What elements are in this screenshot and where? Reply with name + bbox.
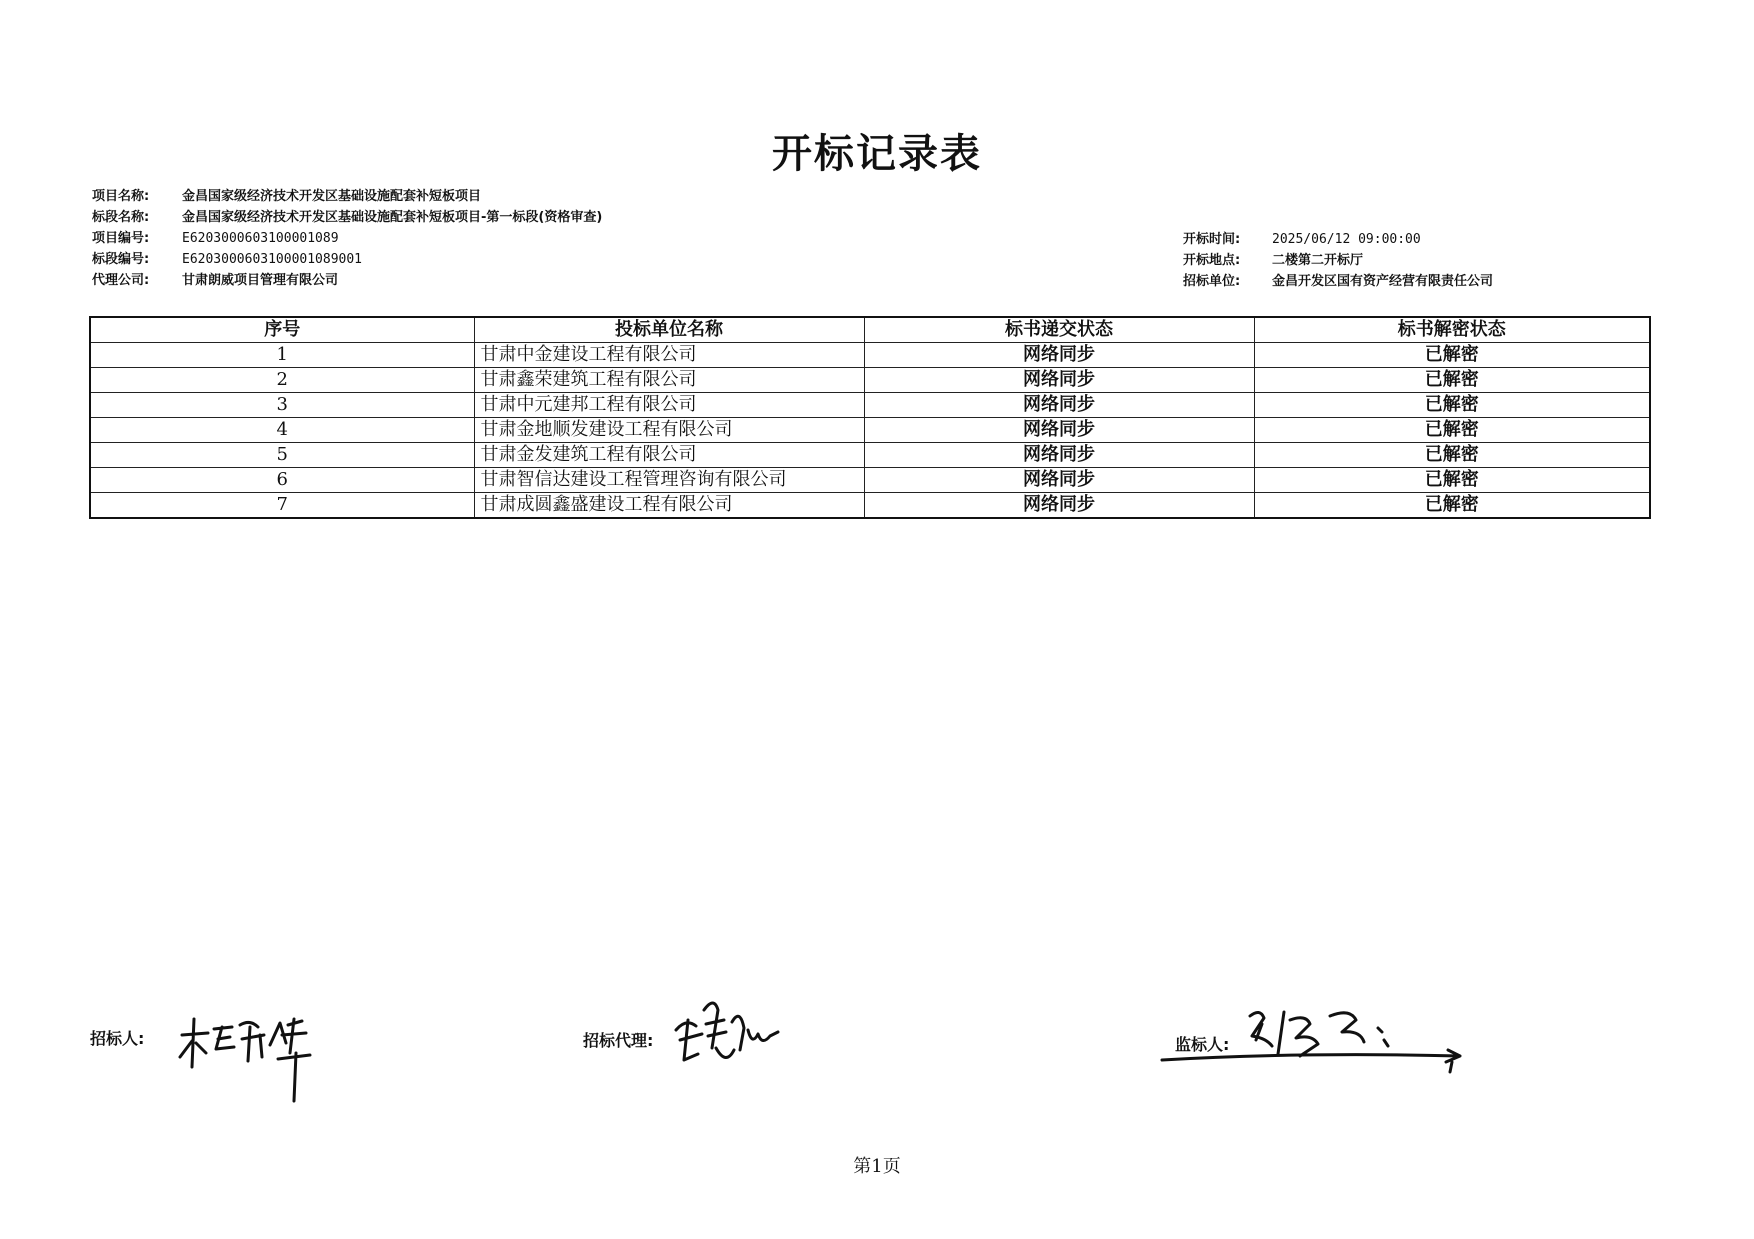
cell-submit-status: 网络同步: [864, 468, 1254, 493]
supervisor-signature-icon: [1160, 1000, 1470, 1080]
supervisor-label: 监标人:: [1175, 1035, 1230, 1054]
table-header-row: [90, 317, 1650, 343]
meta-label: 项目名称:: [92, 189, 150, 204]
table-row: [90, 393, 1650, 418]
cell-submit-status: 网络同步: [864, 443, 1254, 468]
cell-index: 1: [90, 343, 474, 368]
cell-submit-status: 网络同步: [864, 343, 1254, 368]
project-info-right: [1183, 229, 1493, 292]
table-row: [90, 418, 1650, 443]
cell-submit-status: 网络同步: [864, 368, 1254, 393]
meta-value: 金昌开发区国有资产经营有限责任公司: [1272, 274, 1494, 289]
cell-bidder: 甘肃金地顺发建设工程有限公司: [474, 418, 864, 443]
cell-decrypt-status: 已解密: [1254, 368, 1650, 393]
project-info-left: [92, 186, 602, 291]
cell-index: 5: [90, 443, 474, 468]
meta-value: 甘肃朗威项目管理有限公司: [182, 273, 339, 288]
meta-open-location: [1183, 250, 1493, 271]
cell-bidder: 甘肃成圆鑫盛建设工程有限公司: [474, 493, 864, 519]
agent-signature-icon: [666, 990, 786, 1080]
meta-value: 2025/06/12 09:00:00: [1272, 232, 1421, 247]
agent-label: 招标代理:: [583, 1031, 654, 1050]
page-title: 开标记录表: [772, 130, 982, 177]
cell-decrypt-status: 已解密: [1254, 493, 1650, 519]
meta-value: 金昌国家级经济技术开发区基础设施配套补短板项目: [182, 189, 482, 204]
meta-project-name: [92, 186, 602, 207]
cell-decrypt-status: 已解密: [1254, 418, 1650, 443]
meta-label: 开标时间:: [1183, 232, 1241, 247]
cell-decrypt-status: 已解密: [1254, 468, 1650, 493]
cell-bidder: 甘肃中金建设工程有限公司: [474, 343, 864, 368]
meta-open-time: [1183, 229, 1493, 250]
meta-tender-unit: [1183, 271, 1493, 292]
meta-label: 项目编号:: [92, 231, 150, 246]
cell-decrypt-status: 已解密: [1254, 343, 1650, 368]
page-number: 第1页: [853, 1156, 901, 1177]
cell-bidder: 甘肃鑫荣建筑工程有限公司: [474, 368, 864, 393]
col-header-submit-status: 标书递交状态: [864, 317, 1254, 343]
table-row: [90, 343, 1650, 368]
meta-label: 招标单位:: [1183, 274, 1241, 289]
cell-index: 4: [90, 418, 474, 443]
cell-bidder: 甘肃金发建筑工程有限公司: [474, 443, 864, 468]
table-row: [90, 443, 1650, 468]
meta-project-code: [92, 228, 602, 249]
col-header-decrypt-status: 标书解密状态: [1254, 317, 1650, 343]
meta-label: 开标地点:: [1183, 253, 1241, 268]
tenderer-signature-icon: [170, 1005, 320, 1105]
cell-index: 6: [90, 468, 474, 493]
tenderer-label: 招标人:: [90, 1029, 145, 1048]
meta-label: 标段名称:: [92, 210, 150, 225]
meta-value: 金昌国家级经济技术开发区基础设施配套补短板项目-第一标段(资格审查): [182, 210, 603, 225]
meta-section-name: [92, 207, 602, 228]
cell-submit-status: 网络同步: [864, 393, 1254, 418]
cell-index: 7: [90, 493, 474, 519]
meta-label: 标段编号:: [92, 252, 150, 267]
meta-agency: [92, 270, 602, 291]
cell-submit-status: 网络同步: [864, 418, 1254, 443]
table-row: [90, 468, 1650, 493]
meta-value: 二楼第二开标厅: [1272, 253, 1364, 268]
cell-index: 3: [90, 393, 474, 418]
col-header-index: 序号: [90, 317, 474, 343]
meta-value: E6203000603100001089001: [182, 252, 363, 267]
cell-decrypt-status: 已解密: [1254, 393, 1650, 418]
table-row: [90, 493, 1650, 519]
agent-sign: [583, 1028, 653, 1051]
meta-value: E6203000603100001089: [182, 231, 339, 246]
cell-bidder: 甘肃中元建邦工程有限公司: [474, 393, 864, 418]
cell-bidder: 甘肃智信达建设工程管理咨询有限公司: [474, 468, 864, 493]
tenderer-sign: [90, 1026, 144, 1049]
cell-decrypt-status: 已解密: [1254, 443, 1650, 468]
cell-index: 2: [90, 368, 474, 393]
col-header-bidder: 投标单位名称: [474, 317, 864, 343]
table-row: [90, 368, 1650, 393]
meta-section-code: [92, 249, 602, 270]
bid-opening-table: [89, 316, 1651, 519]
cell-submit-status: 网络同步: [864, 493, 1254, 519]
meta-label: 代理公司:: [92, 273, 150, 288]
